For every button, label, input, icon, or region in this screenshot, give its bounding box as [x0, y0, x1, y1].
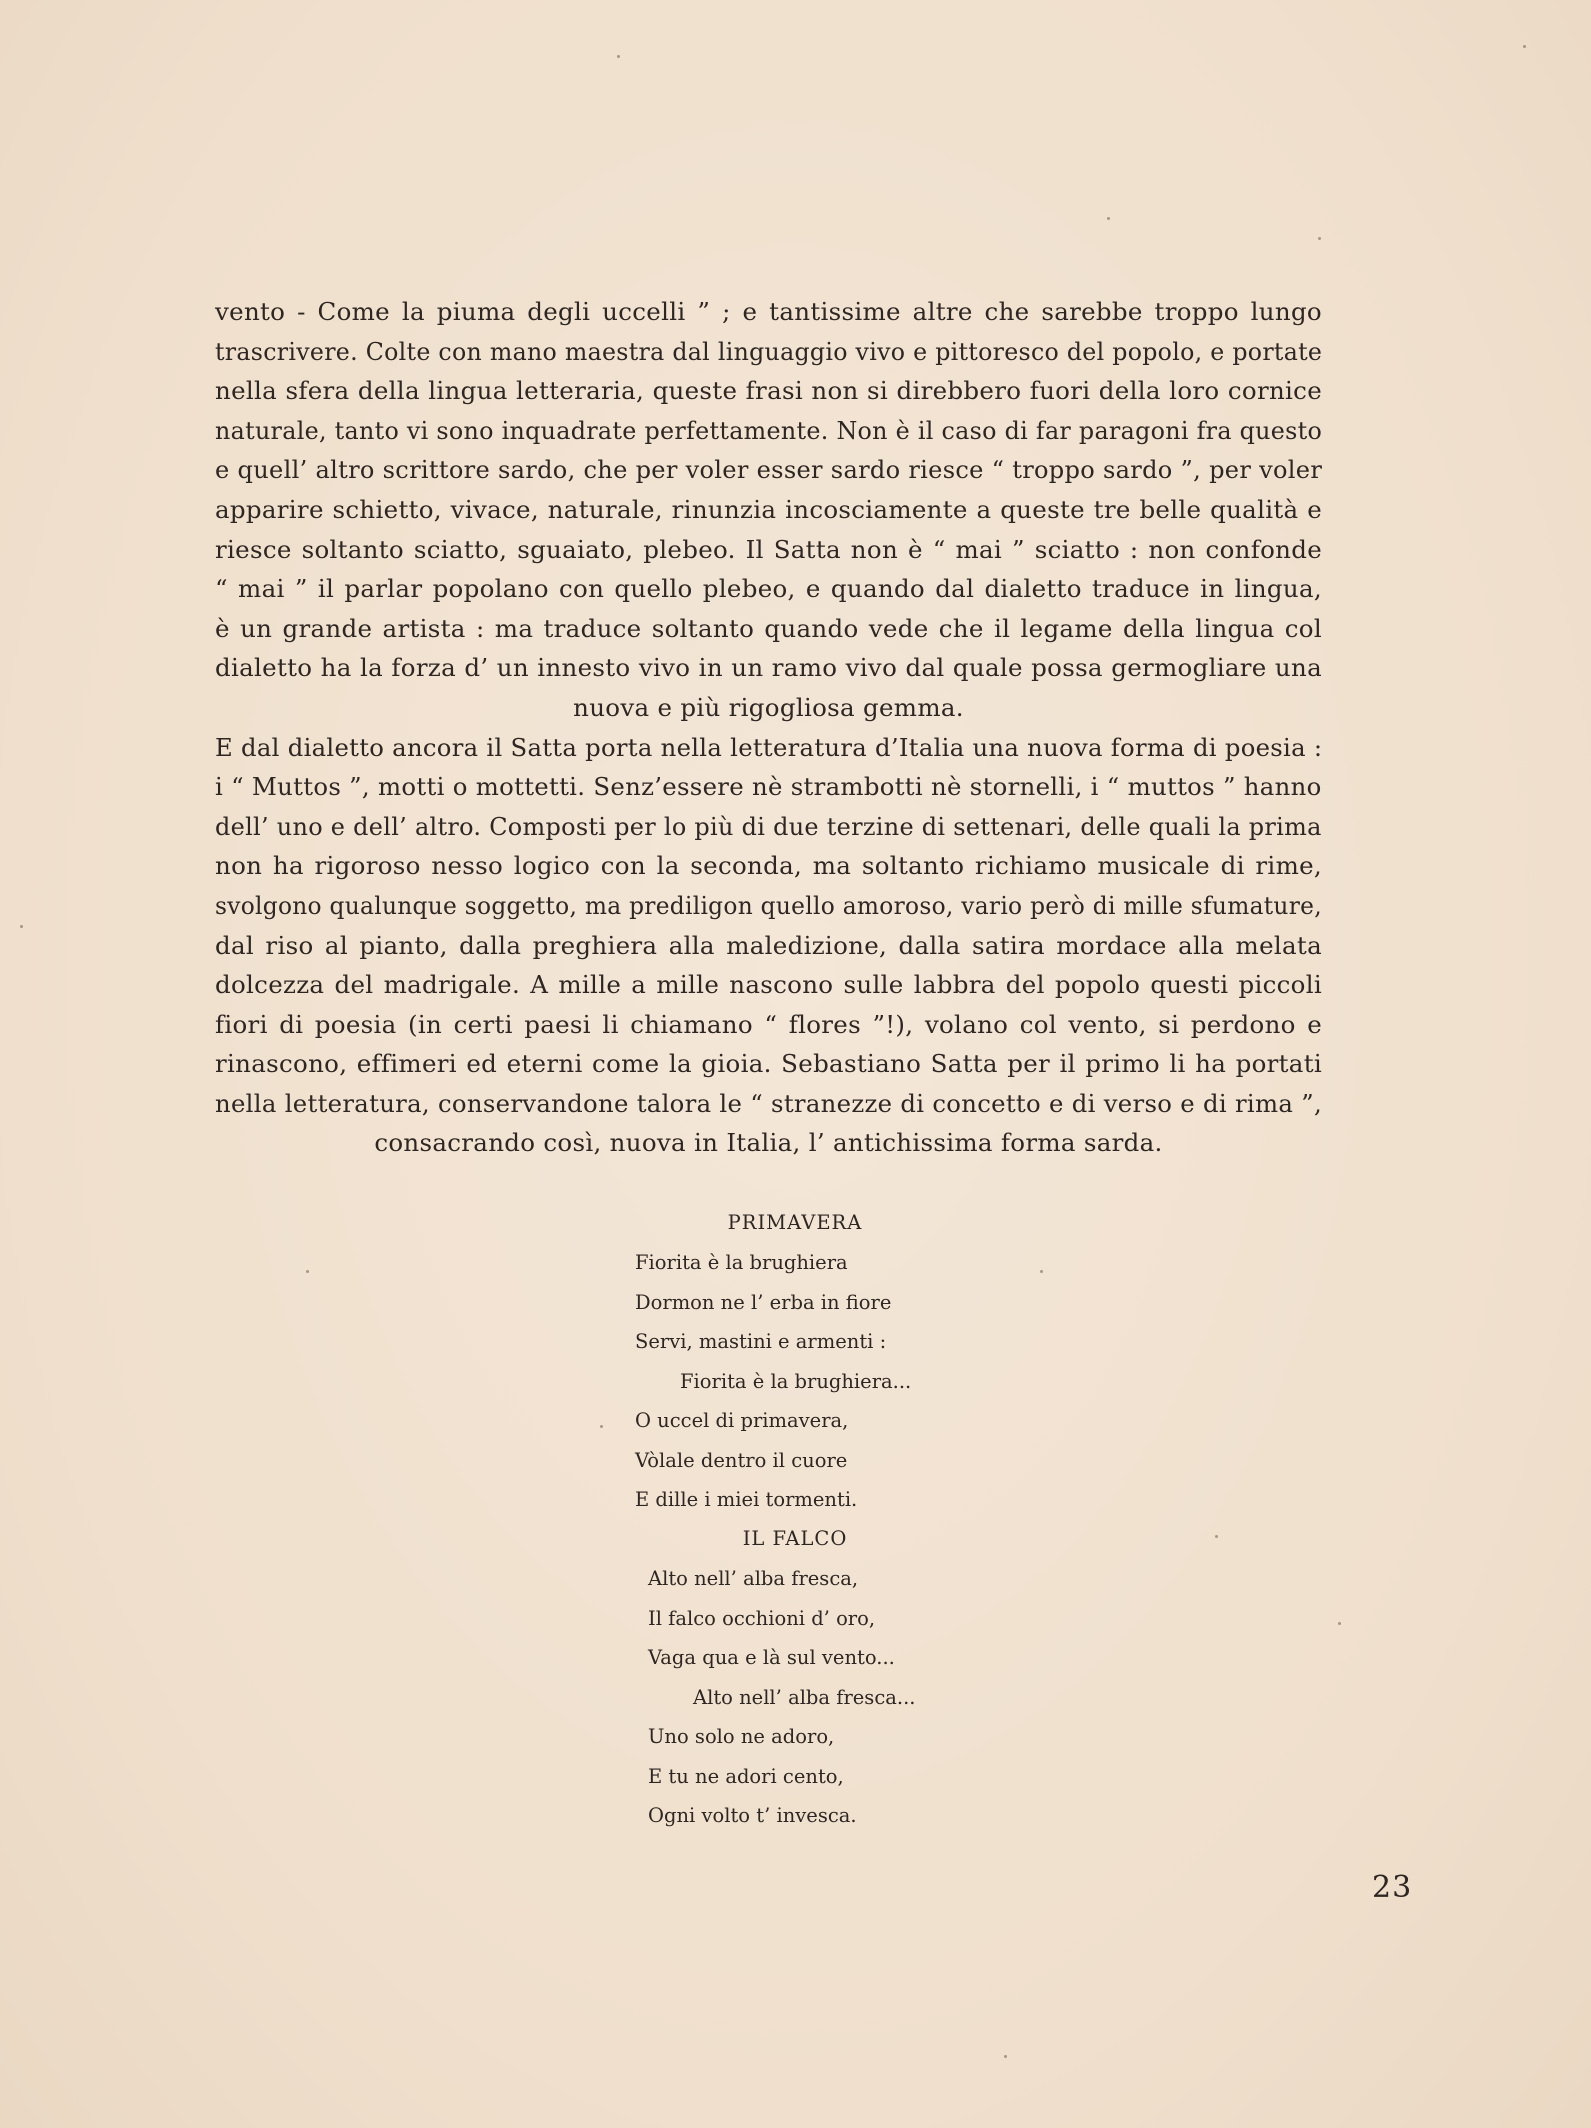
text-line: dell’ uno e dell’ altro. Composti per lo più di due terzine di settenari, delle quali la prima — [215, 811, 1322, 841]
poem-il-falco — [648, 1519, 968, 1836]
poem-line: E dille i miei tormenti. — [635, 1488, 858, 1511]
text-line: fiori di poesia (in certi paesi li chiamano “ flores ”!), volano col vento, si perdono e — [215, 1009, 1322, 1039]
poem-line: O uccel di primavera, — [635, 1409, 849, 1432]
poem-refrain-line: Fiorita è la brughiera... — [680, 1369, 912, 1393]
poem-line: E tu ne adori cento, — [648, 1764, 844, 1788]
paper-speck — [600, 1425, 603, 1428]
paper-speck — [617, 55, 620, 58]
paper-speck — [1338, 1622, 1341, 1625]
poem-line: Alto nell’ alba fresca, — [648, 1567, 859, 1590]
paper-speck — [1107, 217, 1110, 220]
paper-speck — [1523, 45, 1526, 48]
text-line: e quell’ altro scrittore sardo, che per voler esser sardo riesce “ troppo sardo ”, per voler — [215, 455, 1323, 485]
poem-primavera — [635, 1203, 955, 1520]
text-line: svolgono qualunque soggetto, ma prediligon quello amoroso, vario però di mille sfumature, — [215, 890, 1322, 920]
text-line: trascrivere. Colte con mano maestra dal linguaggio vivo e pittoresco del popolo, e portate — [215, 336, 1323, 366]
poem-title: IL FALCO — [742, 1527, 848, 1550]
paragraph-end-line: nuova e più rigogliosa gemma. — [573, 692, 964, 722]
paper-speck — [1215, 1535, 1218, 1538]
page-number: 23 — [1372, 1870, 1413, 1905]
text-line: è un grande artista : ma traduce soltanto quando vede che il legame della lingua col — [215, 613, 1322, 643]
paper-speck — [306, 1270, 309, 1273]
paper-speck — [1318, 237, 1321, 240]
poem-line: Ogni volto t’ invesca. — [648, 1804, 857, 1827]
poem-line: Uno solo ne adoro, — [648, 1725, 835, 1748]
poem-refrain-line: Alto nell’ alba fresca... — [693, 1685, 916, 1709]
text-line: rinascono, effimeri ed eterni come la gioia. Sebastiano Satta per il primo li ha portati — [215, 1049, 1322, 1079]
poem-line: Fiorita è la brughiera — [635, 1251, 848, 1274]
paragraph-end-line: consacrando così, nuova in Italia, l’ antichissima forma sarda. — [374, 1128, 1163, 1158]
text-line: nella sfera della lingua letteraria, queste frasi non si direbbero fuori della loro cornice — [215, 376, 1322, 406]
text-line: naturale, tanto vi sono inquadrate perfettamente. Non è il caso di far paragoni fra questo — [215, 415, 1323, 445]
poem-line: Vòlale dentro il cuore — [635, 1448, 848, 1472]
body-text — [215, 292, 1322, 1163]
text-line: riesce soltanto sciatto, sguaiato, plebeo. Il Satta non è “ mai ” sciatto : non confonde — [215, 534, 1322, 564]
text-line: E dal dialetto ancora il Satta porta nella letteratura d’Italia una nuova forma di poesia : — [215, 732, 1323, 762]
text-line: nella letteratura, conservandone talora le “ stranezze di concetto e di verso e di rima ”, — [215, 1088, 1323, 1118]
poem-line: Vaga qua e là sul vento... — [648, 1646, 895, 1669]
text-line: vento - Come la piuma degli uccelli ” ; e tantissime altre che sarebbe troppo lungo — [215, 297, 1322, 326]
text-line: dolcezza del madrigale. A mille a mille nascono sulle labbra del popolo questi piccoli — [215, 970, 1322, 1000]
text-line: dialetto ha la forza d’ un innesto vivo in un ramo vivo dal quale possa germogliare una — [215, 653, 1322, 683]
text-line: non ha rigoroso nesso logico con la seconda, ma soltanto richiamo musicale di rime, — [215, 851, 1322, 881]
poem-title: PRIMAVERA — [727, 1211, 863, 1234]
text-line: i “ Muttos ”, motti o mottetti. Senz’essere nè strambotti nè stornelli, i “ muttos ” hanno — [215, 772, 1322, 802]
paper-speck — [1004, 2055, 1007, 2058]
poem-line: Servi, mastini e armenti : — [635, 1330, 887, 1353]
text-line: apparire schietto, vivace, naturale, rinunzia incosciamente a queste tre belle qualità e — [215, 494, 1322, 524]
paper-speck — [20, 925, 23, 928]
text-line: “ mai ” il parlar popolano con quello plebeo, e quando dal dialetto traduce in lingua, — [215, 574, 1322, 604]
poem-line: Il falco occhioni d’ oro, — [648, 1606, 876, 1630]
poem-line: Dormon ne l’ erba in fiore — [635, 1290, 892, 1314]
text-line: dal riso al pianto, dalla preghiera alla maledizione, dalla satira mordace alla melata — [215, 930, 1322, 960]
paper-speck — [1040, 1270, 1043, 1273]
